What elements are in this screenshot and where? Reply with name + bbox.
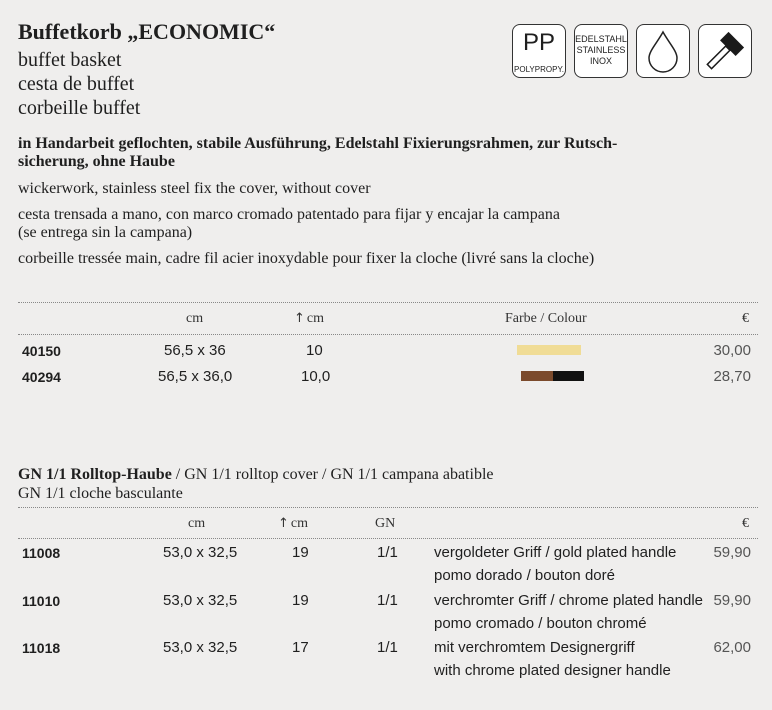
header-price: € (742, 516, 749, 531)
size: 53,0 x 32,5 (163, 544, 238, 561)
height: 19 (292, 592, 309, 609)
price: 28,70 (713, 368, 751, 385)
colour-swatch-black (553, 371, 584, 381)
article-number: 40150 (22, 343, 61, 359)
gn-size: 1/1 (377, 592, 398, 609)
subtitle-en: buffet basket (18, 49, 122, 71)
colour-swatch-brown (521, 371, 553, 381)
handle-description-2: pomo cromado / bouton chromé (434, 615, 647, 632)
header-size: cm (188, 516, 206, 531)
header-height: ↑ cm (278, 516, 309, 531)
subtitle-es: cesta de buffet (18, 73, 135, 95)
section-title: GN 1/1 Rolltop-Haube / GN 1/1 rolltop cover / GN 1/1 campana abatible (18, 466, 494, 483)
divider (18, 302, 758, 303)
pp-label: PP (522, 29, 555, 56)
divider (18, 507, 758, 508)
height: 19 (292, 544, 309, 561)
pp-sublabel: POLYPROPY. (514, 65, 564, 74)
hammer-icon (698, 24, 752, 78)
price: 59,90 (713, 544, 751, 561)
divider (18, 334, 758, 335)
divider (18, 538, 758, 539)
gn-size: 1/1 (377, 639, 398, 656)
header-size: cm (186, 311, 204, 326)
stainless-steel-icon (574, 24, 628, 78)
description-es: cesta trensada a mano, con marco cromado patentado para fijar y encajar la campana (se entrega sin la campana) (18, 206, 560, 241)
handle-description-2: pomo dorado / bouton doré (434, 567, 615, 584)
size: 53,0 x 32,5 (163, 592, 238, 609)
handle-description: mit verchromtem Designergriff (434, 639, 635, 656)
water-drop-icon (636, 24, 690, 78)
article-number: 11008 (22, 545, 61, 561)
handle-description: verchromter Griff / chrome plated handle (434, 592, 704, 609)
section-subtitle: GN 1/1 cloche basculante (18, 485, 183, 502)
header-colour: Farbe / Colour (505, 311, 587, 326)
price: 30,00 (713, 342, 751, 359)
gn-size: 1/1 (377, 544, 398, 561)
header-height: ↑ cm (294, 311, 325, 326)
material-icons (512, 24, 752, 78)
handle-description-2: with chrome plated designer handle (434, 662, 671, 679)
colour-swatch (517, 345, 581, 355)
size: 53,0 x 32,5 (163, 639, 238, 656)
handle-description: vergoldeter Griff / gold plated handle (434, 544, 677, 561)
size: 56,5 x 36,0 (158, 368, 233, 385)
header-gn: GN (375, 516, 396, 531)
height-arrow-icon: ↑ (278, 516, 289, 531)
product-title: Buffetkorb „ECONOMIC“ (18, 19, 276, 44)
article-number: 11018 (22, 640, 61, 656)
description-fr: corbeille tressée main, cadre fil acier inoxydable pour fixer la cloche (livré sans la cloche) (18, 250, 595, 267)
height: 10 (306, 342, 323, 359)
size: 56,5 x 36 (164, 342, 226, 359)
article-number: 11010 (22, 593, 61, 609)
price: 62,00 (713, 639, 751, 656)
article-number: 40294 (22, 369, 61, 385)
subtitle-fr: corbeille buffet (18, 97, 141, 119)
height: 17 (292, 639, 309, 656)
price: 59,90 (713, 592, 751, 609)
height-arrow-icon: ↑ (294, 311, 305, 326)
description-en: wickerwork, stainless steel fix the cover, without cover (18, 180, 371, 197)
description-de: in Handarbeit geflochten, stabile Ausführung, Edelstahl Fixierungsrahmen, zur Rutsch- sicherung, ohne Haube (18, 135, 618, 170)
polypropylene-icon (512, 24, 566, 78)
inox-label: EDELSTAHL STAINLESS INOX (575, 34, 627, 66)
height: 10,0 (301, 368, 331, 385)
header-price: € (742, 311, 749, 326)
